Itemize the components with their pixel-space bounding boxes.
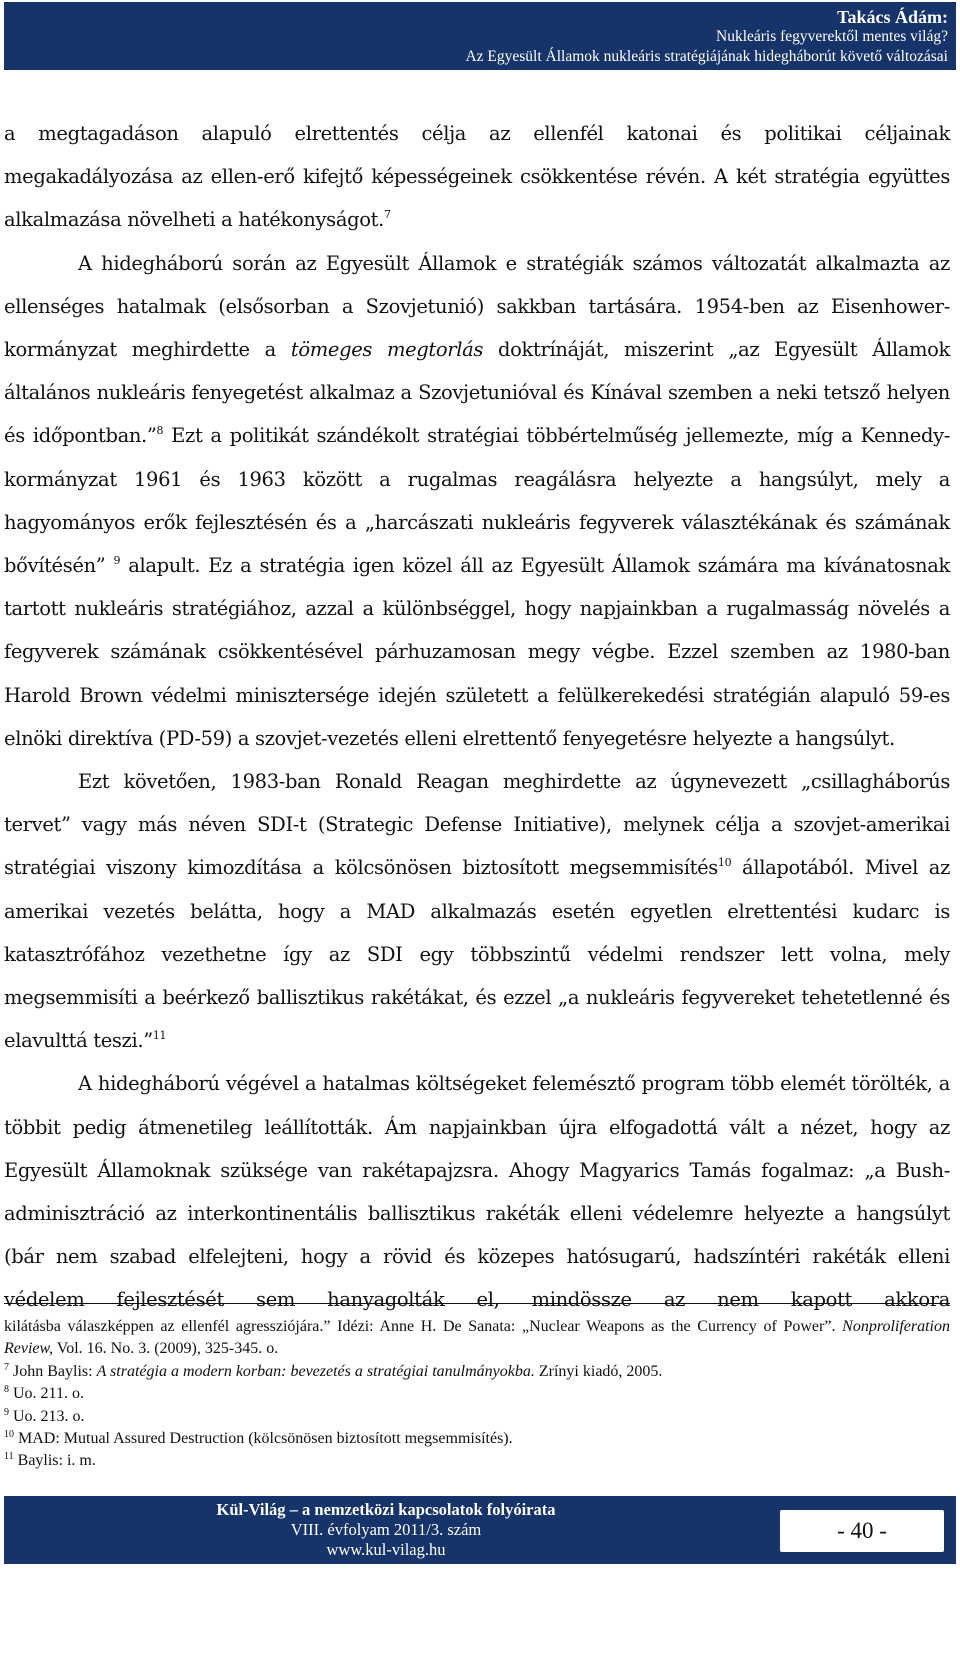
footnote-11-text: Baylis: i. m.	[13, 1452, 96, 1470]
paragraph-3-text-a: Ezt követően, 1983-ban Ronald Reagan meghirdette az úgynevezett „csillagháborús tervet” vagy más néven SDI-t (Strategic Defense Initiative), melynek célja a szovjet-amerikai stratégiai viszony kimozdítása a kölcsönösen biztosított megsemmisítés	[4, 770, 950, 880]
footnote-cont-journal: Nonproliferation Review,	[4, 1318, 950, 1358]
header-author: Takács Ádám:	[837, 7, 948, 27]
footnote-cont-text-b: Vol. 16. No. 3. (2009), 325-345. o.	[53, 1340, 279, 1358]
paragraph-2	[4, 242, 950, 760]
article-body	[4, 112, 950, 1322]
footnote-7-text-b: Zrínyi kiadó, 2005.	[534, 1362, 663, 1380]
paragraph-2-text-c: Ezt a politikát szándékolt stratégiai többértelműség jellemezte, míg a Kennedy-kormányzat 1961 és 1963 között a rugalmas reagálásra helyezte a hangsúlyt, mely a hagyományos erők fejlesztésén és a „harcászati nukleáris fegyverek választékának és számának bővítésén”	[4, 424, 950, 578]
footnote-8-text: Uo. 211. o.	[9, 1385, 84, 1403]
footnote-8	[4, 1383, 950, 1405]
paragraph-3	[4, 760, 950, 1062]
footnote-7-text-a: John Baylis:	[9, 1362, 97, 1380]
header-title-line-1: Nukleáris fegyverektől mentes világ?	[716, 28, 948, 45]
footer-issue: VIII. évfolyam 2011/3. szám	[290, 1520, 482, 1539]
footnote-ref-8: 8	[156, 424, 164, 438]
paragraph-1-text: a megtagadáson alapuló elrettentés célja az ellenfél katonai és politikai céljainak megakadályozása az ellen-erő kifejtő képességeinek csökkentése révén. A két stratégia együttes alkalmazása növelheti a hatékonyságot.	[4, 122, 950, 232]
footnote-divider	[4, 1303, 950, 1304]
footnote-ref-10: 10	[717, 856, 732, 870]
page-number: - 40 -	[780, 1510, 944, 1552]
page-header	[4, 2, 956, 70]
paragraph-2-text-a: A hidegháború során az Egyesült Államok e stratégiák számos változatát alkalmazta az ellenséges hatalmak (elsősorban a Szovjetunió) sakkban tartására. 1954-ben az Eisenhower-kormányzat meghirdette a	[4, 251, 950, 362]
paragraph-2-text-d: alapult. Ez a stratégia igen közel áll az Egyesült Államok számára ma kívánatosnak tartott nukleáris stratégiához, azzal a különbséggel, hogy napjainkban a rugalmasság növelés a fegyverek számának csökkentésével párhuzamosan megy végbe. Ezzel szemben az 1980-ban Harold Brown védelmi minisztersége idején született a felülkerekedési stratégián alapuló 59-es elnöki direktíva (PD-59) a szovjet-vezetés elleni elrettentő fenyegetésre helyezte a hangsúlyt.	[4, 554, 951, 750]
paragraph-1	[4, 112, 950, 242]
footnote-7-number: 7	[4, 1361, 9, 1373]
paragraph-3-text-b: állapotából. Mivel az amerikai vezetés belátta, hogy a MAD alkalmazás esetén egyetlen elrettentési kudarc is katasztrófához vezethetne így az SDI egy többszintű védelmi rendszer lett volna, mely megsemmisíti a beérkező ballisztikus rakétákat, és ezzel „a nukleáris fegyvereket tehetetlenné és elavulttá teszi.”	[4, 856, 950, 1053]
footnote-7	[4, 1361, 950, 1383]
paragraph-4	[4, 1062, 950, 1321]
footnote-cont-text-a: kilátásba válaszképpen az ellenfél agressziójára.” Idézi: Anne H. De Sanata: „Nuclear Weapons as the Currency of Power”.	[4, 1318, 843, 1335]
page-footer	[4, 1496, 956, 1564]
footer-journal-title: Kül-Világ – a nemzetközi kapcsolatok folyóirata	[216, 1500, 556, 1519]
footnote-ref-7: 7	[383, 208, 391, 222]
footnote-11-number: 11	[4, 1451, 14, 1463]
header-title-line-2: Az Egyesült Államok nukleáris stratégiájának hidegháborút követő változásai	[465, 48, 948, 65]
paragraph-2-text-b: doktrínáját, miszerint „az Egyesült Államok általános nukleáris fenyegetést alkalmaz a Szovjetunióval és Kínával szemben a neki tetsző helyen és időpontban.”	[4, 338, 950, 448]
footnote-8-number: 8	[4, 1384, 9, 1396]
footer-url: www.kul-vilag.hu	[326, 1540, 446, 1559]
footnote-11	[4, 1450, 950, 1472]
footnote-continuation	[4, 1316, 950, 1361]
footnote-10-number: 10	[4, 1429, 14, 1441]
footnote-10-text: MAD: Mutual Assured Destruction (kölcsönösen biztosított megsemmisítés).	[14, 1430, 513, 1448]
footer-journal-info	[4, 1500, 768, 1560]
paragraph-4-text: A hidegháború végével a hatalmas költségeket felemésztő program több elemét törölték, a többit pedig átmenetileg leállították. Ám napjainkban újra elfogadottá vált a nézet, hogy az Egyesült Államoknak szüksége van rakétapajzsra. Ahogy Magyarics Tamás fogalmaz: „a Bush-adminisztráció az interkontinentális ballisztikus rakéták elleni védelemre helyezte a hangsúlyt (bár nem szabad elfelejteni, hogy a rövid és közepes hatósugarú, hadszíntéri rakéták elleni védelem fejlesztését sem hanyagolták el, mindössze az nem kapott akkora	[4, 1072, 950, 1312]
footnote-9	[4, 1406, 950, 1428]
footnote-10	[4, 1428, 950, 1450]
footnote-ref-9: 9	[113, 554, 121, 568]
footnote-ref-11: 11	[152, 1029, 167, 1043]
footnote-7-book-title: A stratégia a modern korban: bevezetés a stratégiai tanulmányokba.	[96, 1362, 535, 1380]
paragraph-2-italic-term: tömeges megtorlás	[290, 338, 484, 362]
footnotes	[4, 1316, 950, 1473]
footnote-9-text: Uo. 213. o.	[9, 1407, 85, 1425]
footnote-9-number: 9	[4, 1406, 9, 1418]
